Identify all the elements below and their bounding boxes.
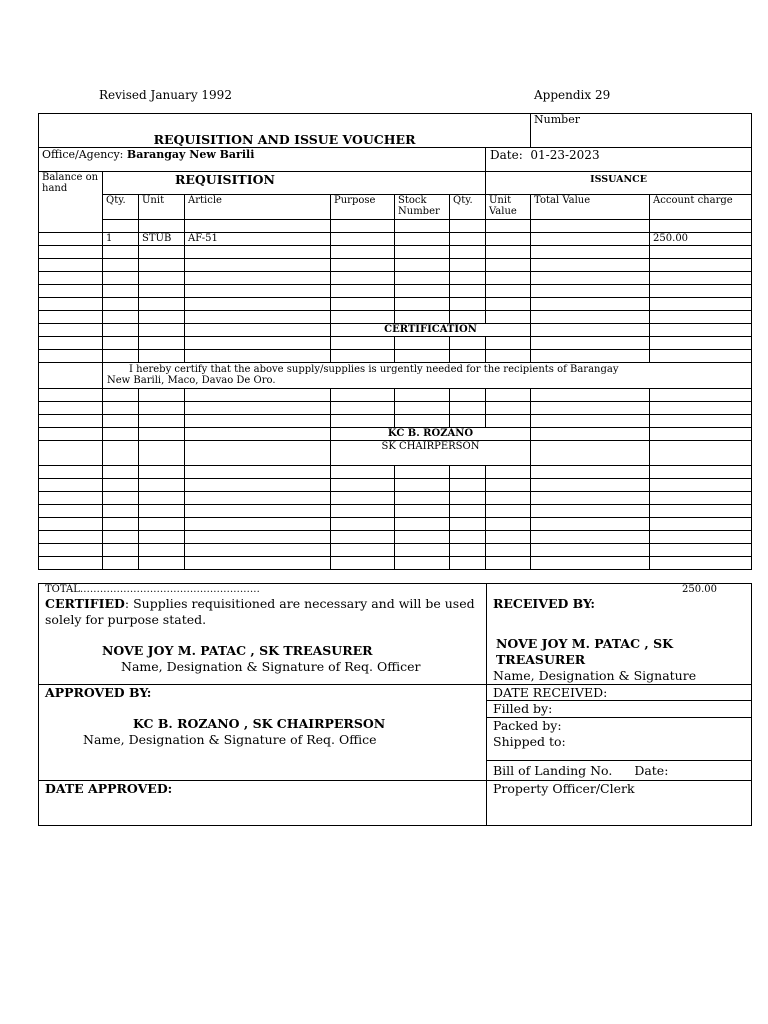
col-total-value: Total Value bbox=[531, 195, 650, 220]
approved-caption: Name, Designation & Signature of Req. Office bbox=[83, 732, 377, 747]
approved-label: APPROVED BY: bbox=[45, 685, 152, 700]
col-account-charge: Account charge bbox=[650, 195, 752, 220]
number-field[interactable]: Number bbox=[531, 114, 752, 148]
col-qty: Qty. bbox=[103, 195, 139, 220]
bill-label: Bill of Landing No. bbox=[493, 763, 613, 778]
filled-by[interactable]: Filled by: bbox=[487, 701, 751, 718]
certified-label: CERTIFIED bbox=[45, 596, 125, 611]
approved-block bbox=[39, 685, 487, 781]
date-received[interactable]: DATE RECEIVED: bbox=[487, 685, 751, 701]
approved-name: KC B. ROZANO , SK CHAIRPERSON bbox=[133, 716, 386, 731]
packed-by[interactable]: Packed by: bbox=[493, 718, 562, 733]
date-label: Date: bbox=[490, 148, 523, 162]
balance-on-hand: Balance on hand bbox=[39, 172, 103, 233]
office-agency bbox=[39, 148, 486, 172]
approval-section bbox=[38, 583, 752, 826]
shipped-to[interactable]: Shipped to: bbox=[487, 734, 751, 761]
receiving-details bbox=[487, 685, 752, 781]
certified-caption: Name, Designation & Signature of Req. Officer bbox=[121, 659, 421, 674]
date-field[interactable] bbox=[486, 148, 752, 172]
office-label: Office/Agency: bbox=[42, 148, 124, 161]
bill-of-landing[interactable] bbox=[487, 761, 751, 779]
bill-date: Date: bbox=[634, 763, 669, 778]
received-name: NOVE JOY M. PATAC , SK TREASURER bbox=[496, 636, 674, 667]
date-value: 01-23-2023 bbox=[530, 148, 600, 162]
certified-block bbox=[39, 596, 487, 685]
revised-date: Revised January 1992 bbox=[99, 88, 232, 102]
issuance-header: ISSUANCE bbox=[486, 172, 752, 195]
col-unit-value: Unit Value bbox=[486, 195, 531, 220]
received-block bbox=[487, 596, 752, 685]
appendix-label: Appendix 29 bbox=[534, 88, 611, 102]
col-qty2: Qty. bbox=[450, 195, 486, 220]
item-qty: 1 bbox=[103, 233, 139, 246]
certification-header: CERTIFICATION bbox=[331, 324, 531, 337]
col-stock-number: Stock Number bbox=[395, 195, 450, 220]
received-label: RECEIVED BY: bbox=[493, 596, 595, 611]
office-value: Barangay New Barili bbox=[126, 148, 255, 161]
requisition-header: REQUISITION bbox=[103, 172, 486, 195]
certification-text: I hereby certify that the above supply/supplies is urgently needed for the recipients of Barangay New Barili, Maco, Davao De Oro. bbox=[103, 363, 752, 389]
col-purpose: Purpose bbox=[331, 195, 395, 220]
property-officer: Property Officer/Clerk bbox=[487, 781, 752, 826]
date-approved[interactable]: DATE APPROVED: bbox=[39, 781, 487, 826]
col-article: Article bbox=[185, 195, 331, 220]
item-article: AF-51 bbox=[185, 233, 331, 246]
received-caption: Name, Designation & Signature bbox=[493, 668, 697, 683]
table-row bbox=[39, 233, 752, 246]
certified-name: NOVE JOY M. PATAC , SK TREASURER bbox=[102, 643, 373, 658]
form-title: REQUISITION AND ISSUE VOUCHER bbox=[39, 114, 531, 148]
requisition-table bbox=[38, 113, 752, 570]
signatory-title: SK CHAIRPERSON bbox=[331, 441, 531, 466]
signatory-name: KC B. ROZANO bbox=[331, 428, 531, 441]
certified-text: : Supplies requisitioned are necessary and will be used solely for purpose stated. bbox=[45, 596, 475, 627]
total-value: 250.00 bbox=[487, 584, 752, 597]
col-unit: Unit bbox=[139, 195, 185, 220]
total-label: TOTAL……………………………………………… bbox=[39, 584, 487, 597]
item-unit: STUB bbox=[139, 233, 185, 246]
item-account-charge: 250.00 bbox=[650, 233, 752, 246]
